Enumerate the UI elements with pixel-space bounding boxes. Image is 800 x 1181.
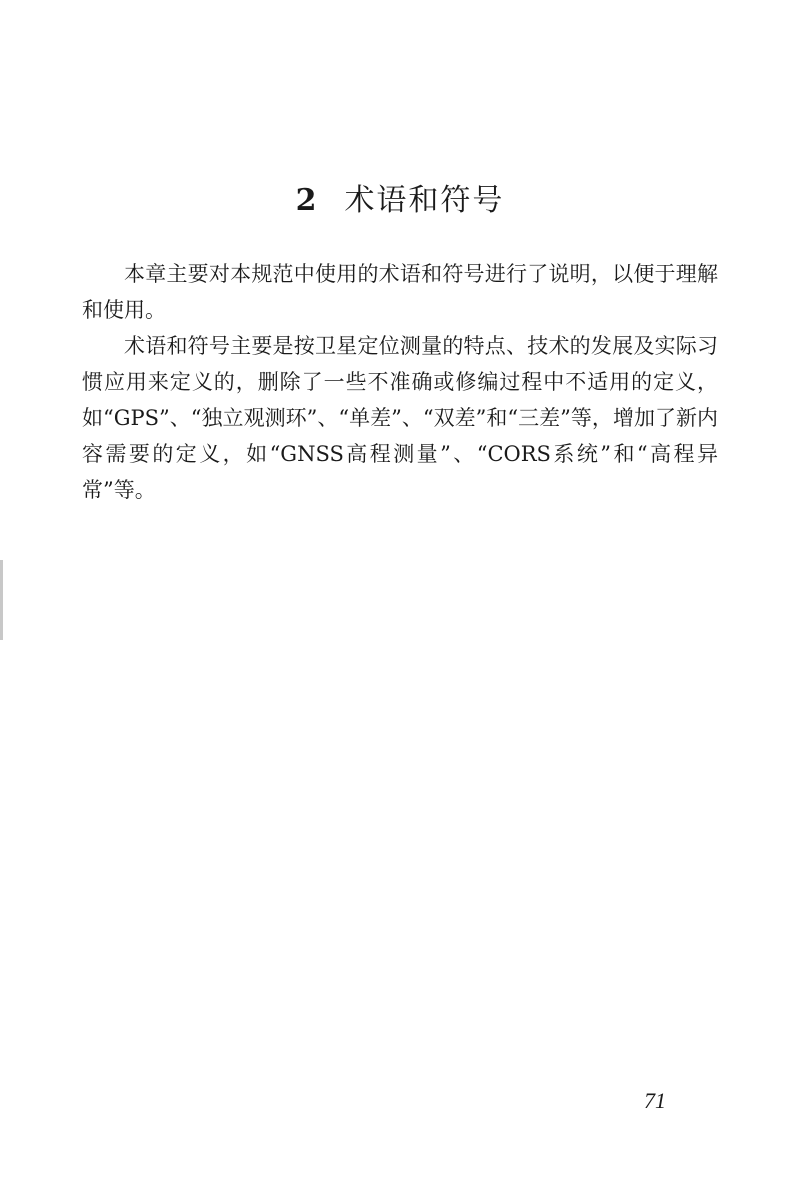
chapter-title: 术语和符号 [344, 183, 505, 218]
paragraph: 术语和符号主要是按卫星定位测量的特点、技术的发展及实际习惯应用来定义的，删除了一些不准确或修编过程中不适用的定义，如“GPS”、“独立观测环”、“单差”、“双差”和“三差”等，增加了新内容需要的定义，如“GNSS高程测量”、“CORS系统”和“高程异常”等。 [82, 334, 718, 502]
chapter-number: 2 [295, 183, 319, 218]
page-number: 71 [644, 1088, 666, 1113]
paragraph: 本章主要对本规范中使用的术语和符号进行了说明，以便于理解和使用。 [82, 262, 718, 322]
chapter-body [82, 256, 718, 508]
page-edge-shadow [0, 560, 3, 640]
chapter-heading [0, 175, 800, 219]
